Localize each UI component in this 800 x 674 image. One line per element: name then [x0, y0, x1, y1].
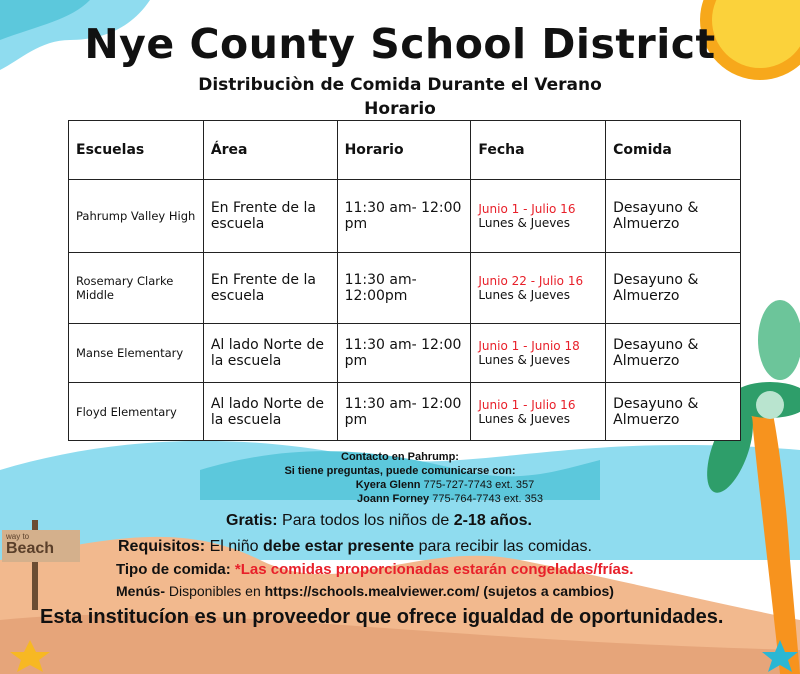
text: Disponibles en	[168, 583, 261, 599]
contact-section	[0, 450, 800, 506]
school-cell: Pahrump Valley High	[69, 180, 204, 253]
area-cell: En Frente de la escuela	[203, 253, 337, 324]
label: Tipo de comida:	[116, 561, 231, 578]
contact-name: Kyera Glenn	[355, 479, 421, 491]
table-row	[69, 383, 741, 441]
meal-cell: Desayuno & Almuerzo	[606, 180, 741, 253]
date-cell	[471, 253, 606, 324]
area-cell: En Frente de la escuela	[203, 180, 337, 253]
text-bold: debe estar presente	[262, 538, 415, 555]
meal-cell: Desayuno & Almuerzo	[606, 253, 741, 324]
date-range: Junio 1 - Junio 18	[478, 339, 580, 353]
column-header: Escuelas	[69, 121, 204, 180]
column-header: Área	[203, 121, 337, 180]
text: Para todos los niños de	[282, 512, 450, 529]
requirements-line	[118, 538, 592, 556]
contact-name: Joann Forney	[357, 493, 430, 505]
contact-phone: 775-727-7743 ext. 357	[423, 479, 535, 491]
table-row	[69, 180, 741, 253]
days: Lunes & Jueves	[478, 411, 570, 426]
menu-line	[116, 583, 614, 599]
school-cell: Rosemary Clarke Middle	[69, 253, 204, 324]
school-cell: Floyd Elementary	[69, 383, 204, 441]
date-cell	[471, 180, 606, 253]
contact-phone: 775-764-7743 ext. 353	[432, 493, 543, 505]
page-subtitle-schedule: Horario	[364, 99, 436, 119]
date-range: Junio 1 - Julio 16	[478, 202, 576, 216]
page-subtitle: Distribuciòn de Comida Durante el Verano	[198, 75, 602, 95]
meal-cell: Desayuno & Almuerzo	[606, 383, 741, 441]
column-header: Horario	[337, 121, 471, 180]
table-row	[69, 253, 741, 324]
label: Requisitos:	[118, 538, 206, 555]
label: Gratis:	[226, 512, 278, 529]
column-header: Fecha	[471, 121, 606, 180]
text: El niño	[209, 538, 259, 555]
days: Lunes & Jueves	[478, 216, 570, 230]
sign-text: way to	[6, 532, 30, 541]
date-range: Junio 22 - Julio 16	[478, 274, 584, 288]
days: Lunes & Jueves	[478, 288, 570, 302]
column-header: Comida	[606, 121, 741, 180]
text-red: *Las comidas proporcionadas estarán congeladas/frías.	[234, 561, 634, 578]
menu-link[interactable]: https://schools.mealviewer.com/ (sujetos a cambios)	[264, 583, 614, 599]
text: para recibir las comidas.	[418, 538, 592, 555]
page-title: Nye County School District	[84, 20, 716, 68]
date-cell	[471, 324, 606, 383]
time-cell: 11:30 am- 12:00pm	[337, 253, 471, 324]
table-header-row	[69, 121, 741, 180]
time-cell: 11:30 am- 12:00 pm	[337, 383, 471, 441]
sign-text: Beach	[6, 540, 55, 557]
meal-cell: Desayuno & Almuerzo	[606, 324, 741, 383]
text-bold: 2-18 años.	[453, 512, 532, 529]
area-cell: Al lado Norte de la escuela	[203, 324, 337, 383]
days: Lunes & Jueves	[478, 353, 570, 367]
gratis-line	[226, 512, 532, 530]
area-cell: Al lado Norte de la escuela	[203, 383, 337, 441]
contact-heading: Contacto en Pahrump:	[341, 451, 459, 463]
table-row	[69, 324, 741, 383]
date-cell	[471, 383, 606, 441]
date-range: Junio 1 - Julio 16	[478, 397, 576, 412]
label: Menús-	[116, 583, 165, 599]
meal-type-line	[116, 561, 633, 578]
school-cell: Manse Elementary	[69, 324, 204, 383]
contact-intro: Si tiene preguntas, puede comunicarse con:	[284, 465, 516, 477]
equal-opportunity-statement: Esta institucíon es un proveedor que ofrece igualdad de oportunidades.	[40, 606, 724, 628]
time-cell: 11:30 am- 12:00 pm	[337, 324, 471, 383]
time-cell: 11:30 am- 12:00 pm	[337, 180, 471, 253]
schedule-table	[68, 120, 741, 441]
